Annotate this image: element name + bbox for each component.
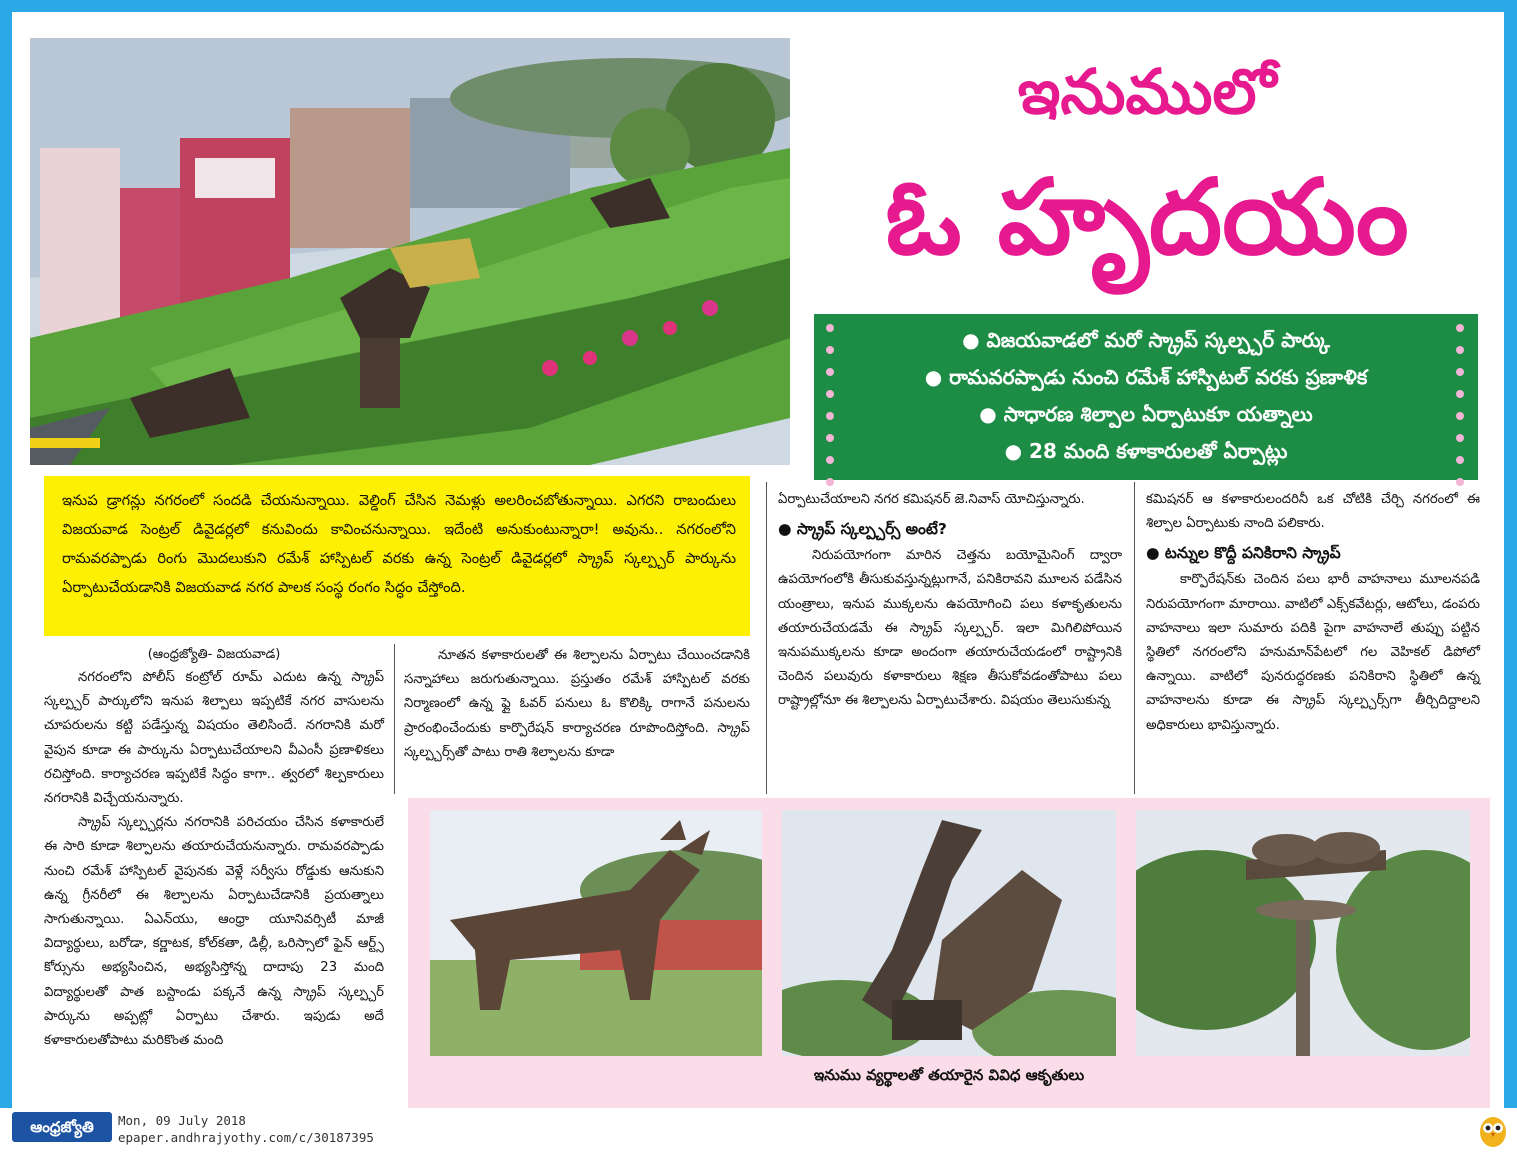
photo-caption: ఇనుము వ్యర్థాలతో తయారైన వివిధ ఆకృతులు [813,1066,1085,1084]
photo-bull-sculpture [430,810,762,1056]
article-column-1 [44,644,384,1053]
decorative-dots-right [1456,324,1466,500]
article-column-3 [778,488,1122,714]
highlight-item: ● రామవరప్పాడు నుంచి రమేశ్ హాస్పిటల్ వరకు ప్రణాళిక [924,365,1368,389]
column-divider [394,644,395,794]
paragraph: ఏర్పాటుచేయాలని నగర కమిషనర్ జె.నివాస్ యోచిస్తున్నారు. [778,492,1085,507]
subheading: ● స్క్రాప్ స్కల్ప్చర్స్ అంటే? [778,520,947,539]
paragraph: నగరంలోని పోలీస్ కంట్రోల్ రూమ్ ఎదుట ఉన్న స్క్రాప్ స్కల్ప్చర్ పార్కులోని ఇనుప శిల్పాలు ఇప్పటికే నగర వాసులను చూపరులను కట్టి పడేస్తున్న విషయం తెలిసిందే. నగరానికి మరో వైపున కూడా ఈ పార్కును ఏర్పాటుచేయాలని వీఎంసీ ప్రణాళికలు రచిస్తోంది. కార్యాచరణ ఇప్పటికే సిద్ధం కాగా.. త్వరలో శిల్పకారులు నగరానికి విచ్చేయనున్నారు. [44,670,384,807]
highlight-item: ● సాధారణ శిల్పాల ఏర్పాటుకూ యత్నాలు [979,402,1313,426]
paragraph: నూతన కళాకారులతో ఈ శిల్పాలను ఏర్పాటు చేయించడానికి సన్నాహాలు జరుగుతున్నాయి. ప్రస్తుతం రమేశ్ హాస్పిటల్ వరకు నిర్మాణంలో ఉన్న ఫ్లై ఓవర్ పనులు ఓ కొలిక్కి రాగానే పనులను ప్రారంభించేందుకు కార్పొరేషన్ కార్యాచరణ రూపొందిస్తోంది. స్క్రాప్ స్కల్ప్చర్స్‌తో పాటు రాతి శిల్పాలను కూడా [404,648,750,760]
intro-paragraph: ఇనుప డ్రాగన్లు నగరంలో సందడి చేయనున్నాయి. వెల్డింగ్ చేసిన నెమళ్లు అలరించబోతున్నాయి. ఎగరని రాబందులు విజయవాడ సెంట్రల్ డివైడర్లలో కనువిందు కావించనున్నాయి. ఇదేంటి అనుకుంటున్నారా! అవును.. నగరంలోని రామవరప్పాడు రింగు మొదలుకుని రమేశ్ హాస్పిటల్ వరకు ఉన్న సెంట్రల్ డివైడర్లలో స్క్రాప్ స్కల్ప్చర్ పార్కును ఏర్పాటుచేయడానికి విజయవాడ నగర పాలక సంస్థ రంగం సిద్ధం చేస్తోంది. [44,476,750,636]
column-divider [1134,482,1135,794]
headline-line-2: ఓ హృదయం [885,156,1409,278]
paragraph: స్క్రాప్ స్కల్ప్చర్లను నగరానికి పరిచయం చేసిన కళాకారులే ఈ సారి కూడా శిల్పాలను తయారుచేయనున్నారు. రామవరప్పాడు నుంచి రమేశ్ హాస్పిటల్ వైపునకు వెళ్లే సర్వీసు రోడ్డుకు ఆనుకుని ఉన్న గ్రీనరీలో ఈ శిల్పాలను ఏర్పాటుచేడానికి ప్రయత్నాలు సాగుతున్నాయి. ఏఎన్‌యు, ఆంధ్రా యూనివర్సిటీ మాజీ విద్యార్థులు, బరోడా, కర్ణాటక, కోల్‌కతా, డిల్లీ, ఒరిస్సాలో ఫైన్ ఆర్ట్స్ కోర్సును అభ్యసించిన, అభ్యసిస్తోన్న దాదాపు 23 మంది విద్యార్థులతో పాత బస్టాండు పక్కనే ఉన్న స్క్రాప్ స్కల్ప్చర్ పార్కును అప్పట్లో ఏర్పాటు చేశారు. ఇపుడు అదే కళాకారులతోపాటు మరికొంత మంది [44,815,384,1049]
decorative-dots-left [826,324,836,500]
footer-url[interactable]: epaper.andhrajyothy.com/c/30187395 [118,1130,374,1145]
sculpture-photo-strip [408,798,1490,1108]
footer-date: Mon, 09 July 2018 [118,1113,246,1128]
column-divider [766,482,767,794]
photo-dragonfly-sculpture [1136,810,1470,1056]
headline-line-1: ఇనుములో [1017,55,1277,128]
paragraph: కార్పొరేషన్‌కు చెందిన పలు భారీ వాహనాలు మూలనపడి నిరుపయోగంగా మారాయి. వాటిలో ఎక్స్‌కవేటర్లు, ఆటోలు, డంపరు వాహనాలు ఇలా సుమారు పదికి పైగా వాహనాలే తుప్పు పట్టిన స్థితిలో నగరంలోని హనుమాన్‌పేటలో గల వెహికల్ డిపోలో ఉన్నాయి. వాటిలో పునరుద్ధరణకు పనికిరాని స్థితిలో ఉన్న వాహనాలను కూడా ఈ స్క్రాప్ స్కల్ప్చర్స్‌గా తీర్చిదిద్దాలని అధికారులు భావిస్తున్నారు. [1146,572,1480,733]
headline [802,52,1492,282]
article-column-4 [1146,488,1480,738]
highlight-item: ● 28 మంది కళాకారులతో ఏర్పాట్లు [1004,439,1288,463]
paragraph: కమిషనర్ ఆ కళాకారులందరినీ ఒక చోటికి చేర్చి నగరంలో ఈ శిల్పాల ఏర్పాటుకు నాంది పలికారు. [1146,492,1480,532]
andhrajyothy-logo: ఆంధ్రజ్యోతి [12,1112,112,1142]
highlight-item: ● విజయవాడలో మరో స్క్రాప్ స్కల్ప్చర్ పార్కు [962,328,1330,352]
main-photo-roundabout-park [30,38,790,465]
paragraph: నిరుపయోగంగా మారిన చెత్తను బయోమైనింగ్ ద్వారా ఉపయోగంలోకి తీసుకువస్తున్నట్లుగానే, పనికిరావని మూలన పడేసిన యంత్రాలు, ఇనుప ముక్కలను ఉపయోగించి పలు కళాకృతులను తయారుచేయడమే ఈ స్క్రాప్ స్కల్ప్చర్. ఇలా మిగిలిపోయిన ఇనుపముక్కలను కూడా అందంగా తయారుచేయడంలో రాష్ట్రానికి చెందిన పలువురు కళాకారులు శిక్షణ తీసుకోవడంతోపాటు పలు రాష్ట్రాల్లోనూ ఈ శిల్పాలను ఏర్పాటుచేశారు. విషయం తెలుసుకున్న [778,548,1122,709]
owl-icon [1478,1112,1508,1148]
photo-bird-sculpture [782,810,1116,1056]
article-column-2 [404,644,750,765]
newspaper-page [12,12,1504,1108]
highlights-box [814,314,1478,480]
dateline: (ఆంధ్రజ్యోతి- విజయవాడ) [147,647,281,662]
subheading: ● టన్నుల కొద్దీ పనికిరాని స్క్రాప్ [1146,544,1341,563]
